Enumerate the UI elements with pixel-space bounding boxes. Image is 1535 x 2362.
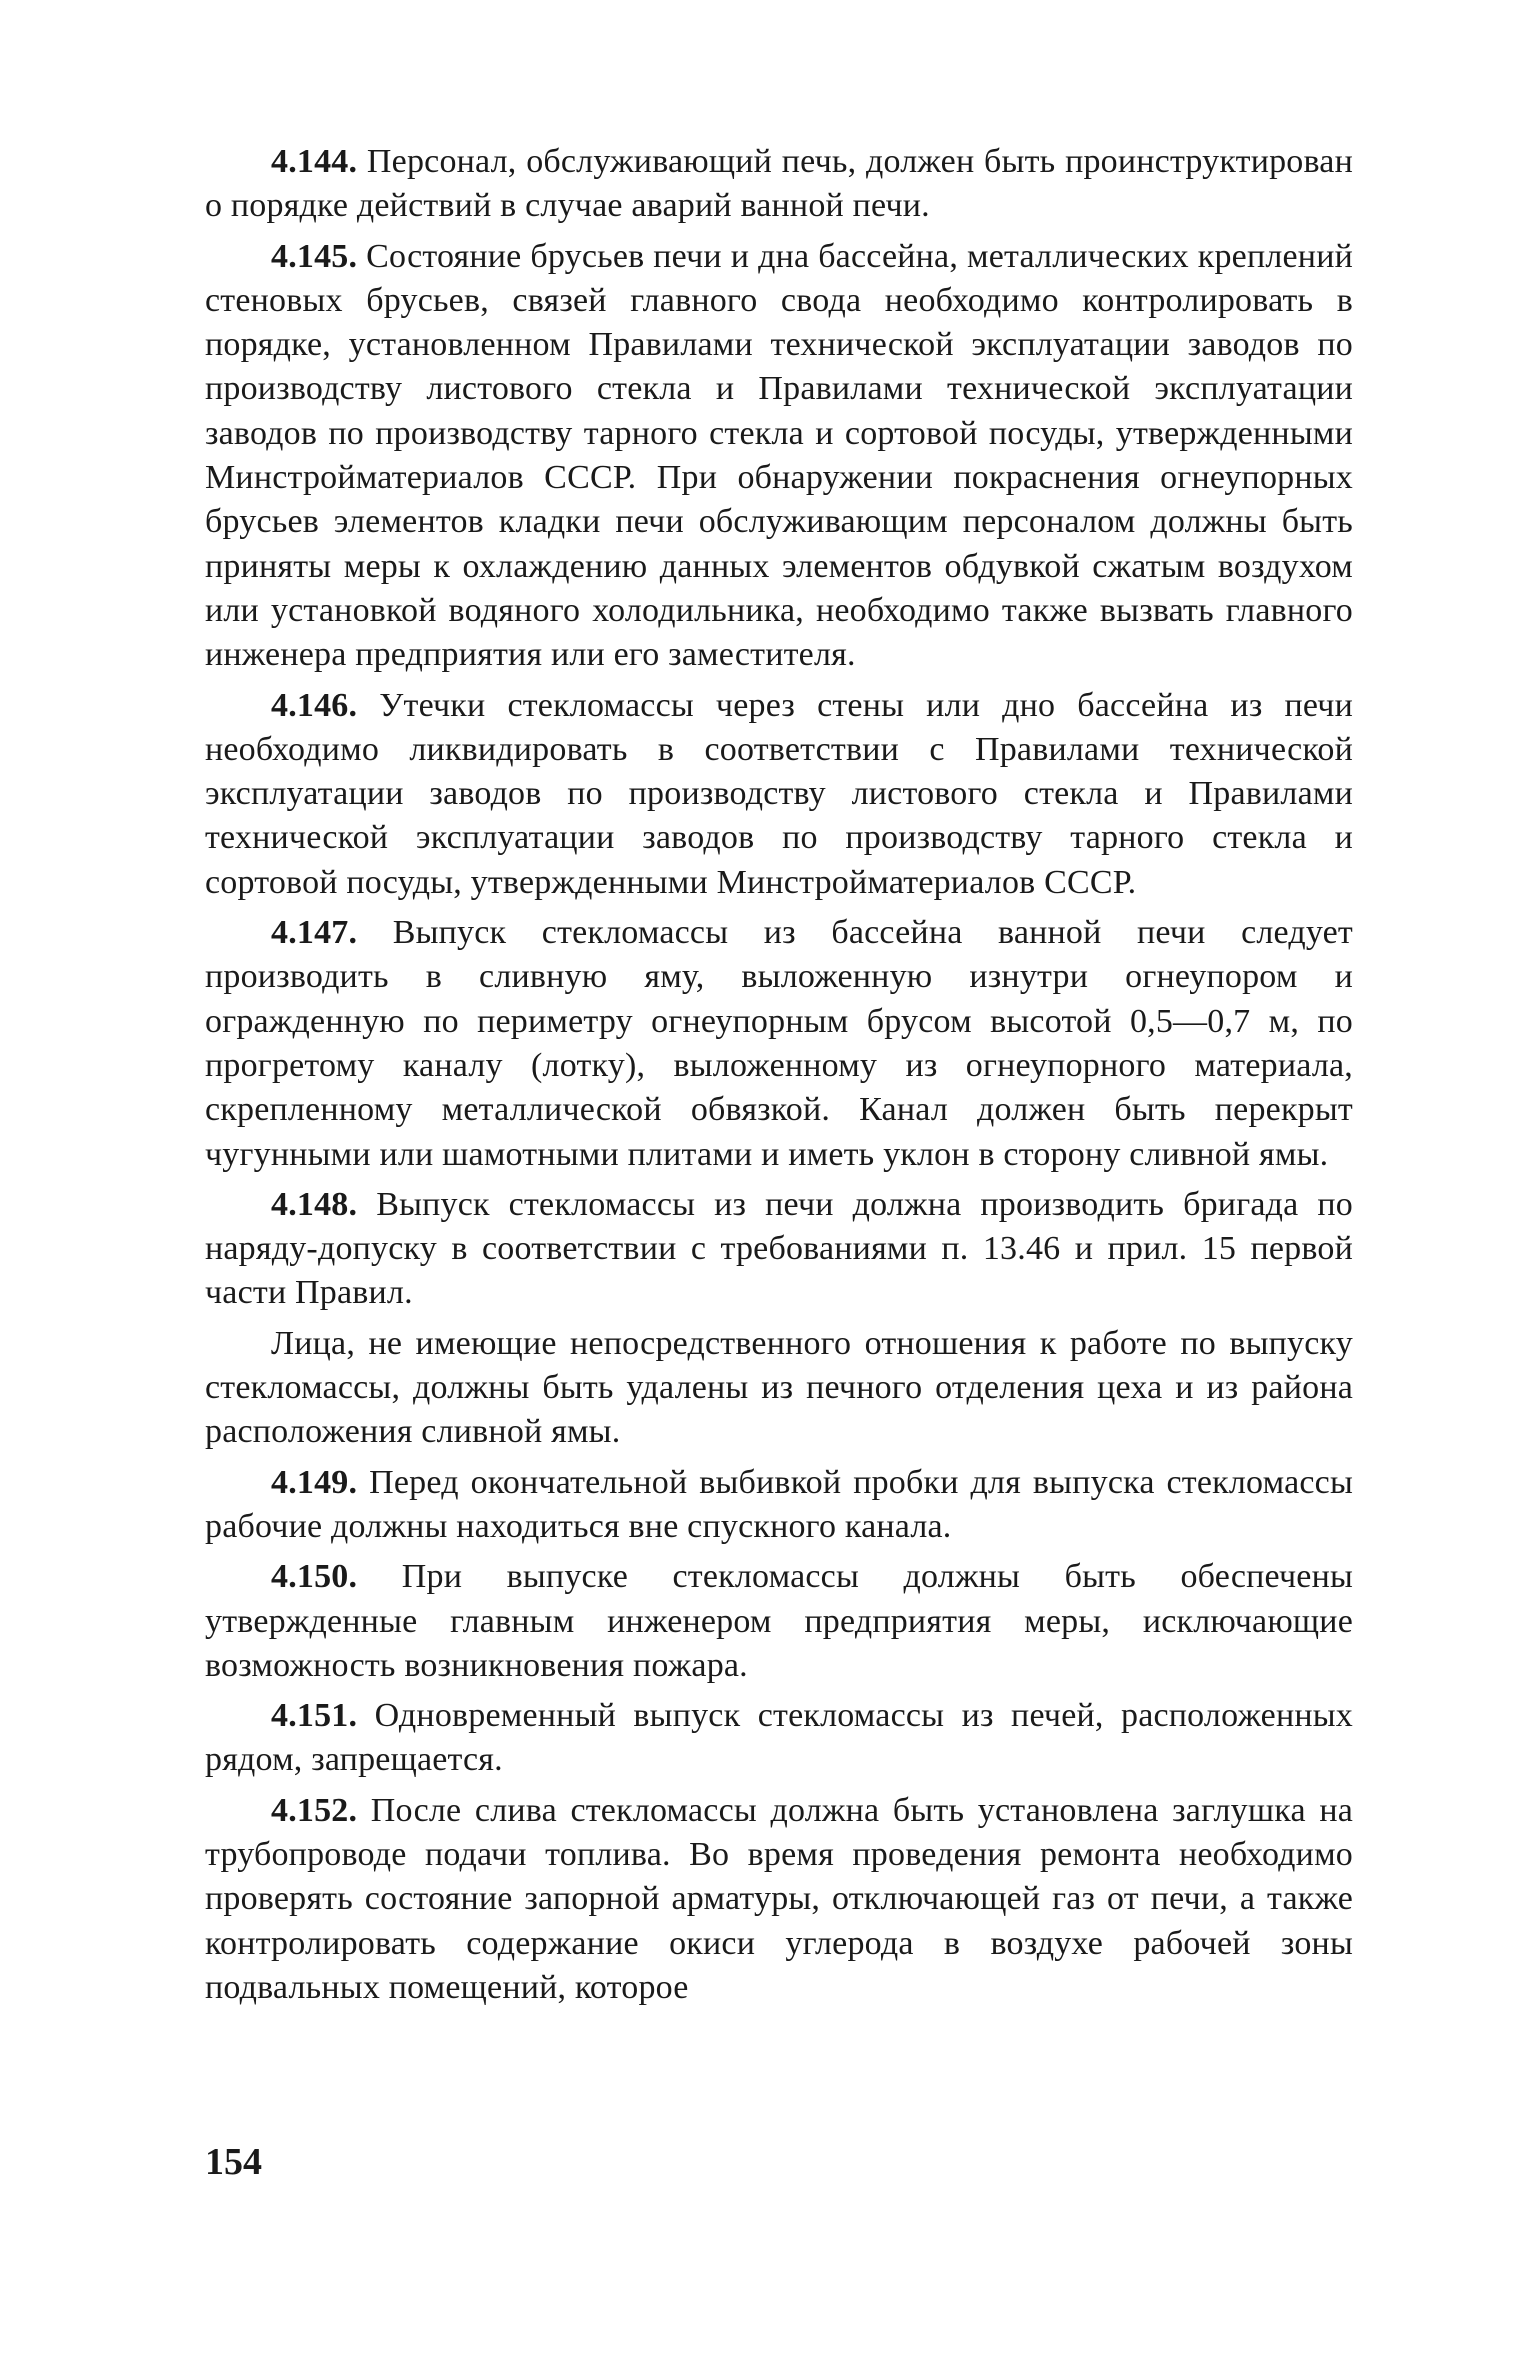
paragraph-text: Лица, не имеющие непосредственного отношения к работе по выпуску стекломассы, должны быть удалены из печного отделения цеха и из района расположения сливной ямы.: [205, 1324, 1353, 1451]
paragraph-text: При выпуске стекломассы должны быть обеспечены утвержденные главным инженером предприятия меры, исключающие возможность возникновения пожара.: [205, 1558, 1354, 1684]
paragraph-number: 4.151.: [271, 1697, 358, 1735]
paragraph-text: Утечки стекломассы через стены или дно бассейна из печи необходимо ликвидировать в соответствии с Правилами технической эксплуатации заводов по производству листового стекла и Правилами технической эксплуатации заводов по производству тарного стекла и сортовой посуды, утвержденными Минстройматериалов СССР.: [205, 686, 1354, 901]
paragraph-number: 4.147.: [271, 914, 358, 952]
paragraph-text: Состояние брусьев печи и дна бассейна, металлических креплений стеновых брусьев, связей главного свода необходимо контролировать в порядке, установленном Правилами технической эксплуатации заводов по производству листового стекла и Правилами технической эксплуатации заводов по производству тарного стекла и сортовой посуды, утвержденными Минстройматериалов СССР. При обнаружении покраснения огнеупорных брусьев элементов кладки печи обслуживающим персоналом должны быть приняты меры к охлаждению данных элементов обдувкой сжатым воздухом или установкой водяного холодильника, необходимо также вызвать главного инженера предприятия или его заместителя.: [205, 237, 1353, 674]
paragraph-number: 4.148.: [271, 1185, 358, 1223]
paragraph-4-149: [205, 1461, 1353, 1550]
paragraph-text: Выпуск стекломассы из печи должна производить бригада по наряду-допуску в соответствии с требованиями п. 13.46 и прил. 15 первой части Правил.: [205, 1185, 1353, 1312]
paragraph-number: 4.145.: [271, 237, 358, 275]
paragraph-4-144: [205, 140, 1353, 229]
document-body: [205, 140, 1353, 2010]
paragraph-number: 4.152.: [271, 1791, 358, 1829]
paragraph-number: 4.150.: [271, 1558, 358, 1596]
paragraph-4-148: [205, 1183, 1353, 1316]
page-number: 154: [205, 2141, 262, 2183]
paragraph-text: Персонал, обслуживающий печь, должен быть проинструктирован о порядке действий в случае аварий ванной печи.: [205, 143, 1353, 225]
paragraph-4-146: [205, 684, 1353, 905]
paragraph-number: 4.146.: [271, 686, 358, 724]
paragraph-text: Перед окончательной выбивкой пробки для выпуска стекломассы рабочие должны находиться вне спускного канала.: [205, 1463, 1353, 1545]
paragraph-4-151: [205, 1694, 1353, 1783]
paragraph-number: 4.144.: [271, 143, 358, 180]
paragraph-4-150: [205, 1555, 1353, 1688]
paragraph-text: После слива стекломассы должна быть установлена заглушка на трубопроводе подачи топлива. Во время проведения ремонта необходимо проверять состояние запорной арматуры, отключающей газ от печи, а также контролировать содержание окиси углерода в воздухе рабочей зоны подвальных помещений, которое: [205, 1791, 1354, 2006]
paragraph-4-152: [205, 1789, 1353, 2010]
paragraph-text: Одновременный выпуск стекломассы из печей, расположенных рядом, запрещается.: [205, 1697, 1354, 1779]
paragraph-text: Выпуск стекломассы из бассейна ванной печи следует производить в сливную яму, выложенную изнутри огнеупором и огражденную по периметру огнеупорным брусом высотой 0,5—0,7 м, по прогретому каналу (лотку), выложенному из огнеупорного материала, скрепленному металлической обвязкой. Канал должен быть перекрыт чугунными или шамотными плитами и иметь уклон в сторону сливной ямы.: [205, 914, 1353, 1173]
paragraph-4-148-continued: [205, 1322, 1353, 1455]
paragraph-4-145: [205, 235, 1353, 678]
paragraph-4-147: [205, 911, 1353, 1177]
paragraph-number: 4.149.: [271, 1463, 358, 1501]
